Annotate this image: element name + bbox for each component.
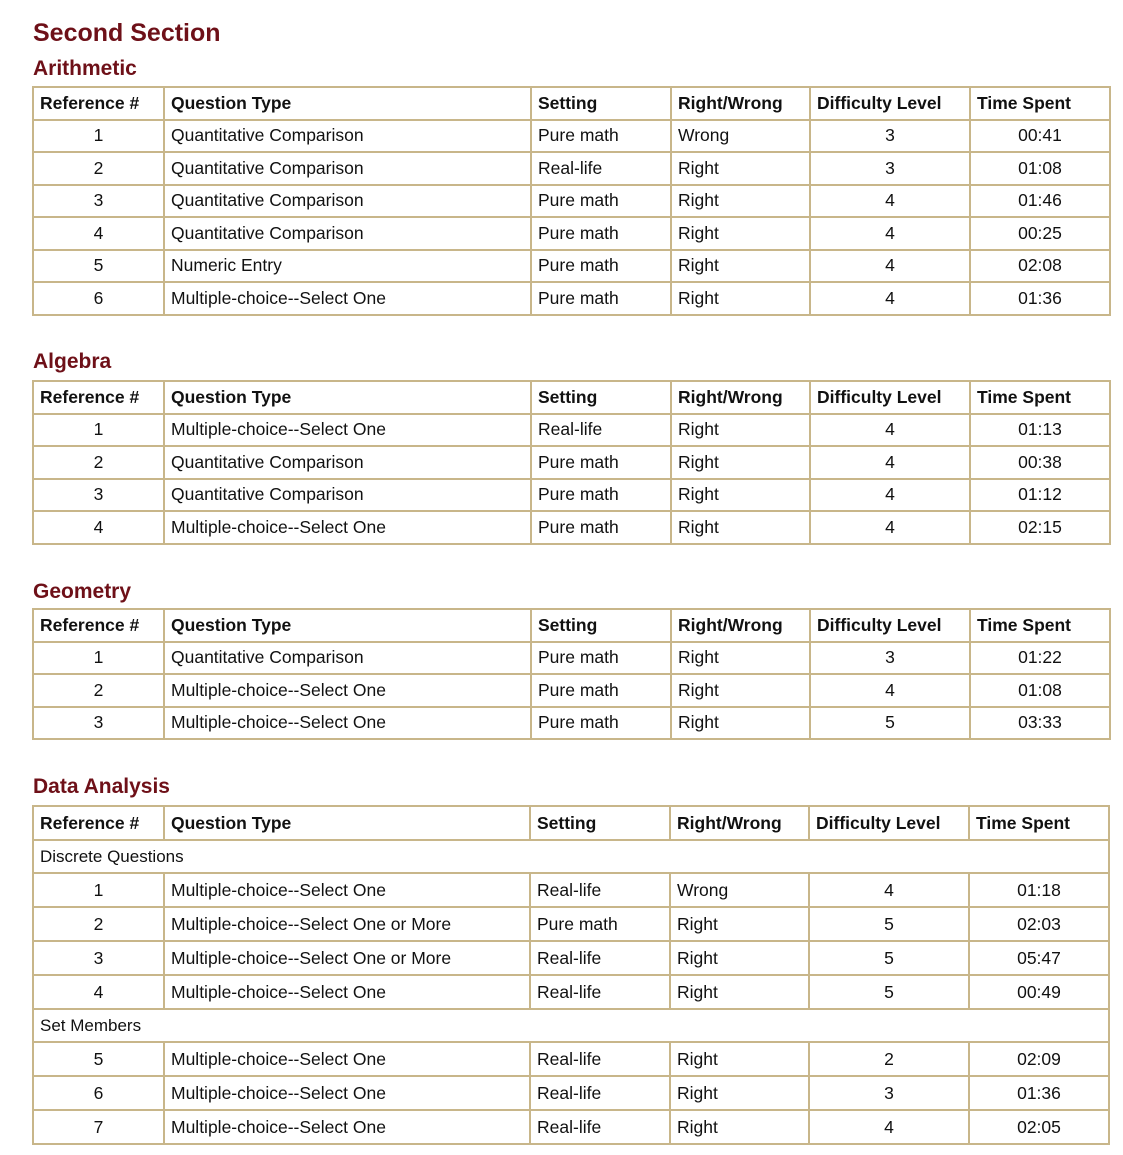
cell-right-wrong: Right (670, 1042, 809, 1076)
cell-question-type: Quantitative Comparison (164, 479, 531, 512)
cell-setting: Real-life (530, 1042, 670, 1076)
col-header-difficulty: Difficulty Level (810, 381, 970, 414)
cell-difficulty: 4 (810, 282, 970, 315)
table-row (33, 185, 1110, 218)
col-header-difficulty: Difficulty Level (810, 87, 970, 120)
cell-reference: 7 (33, 1110, 164, 1144)
cell-difficulty: 4 (810, 511, 970, 544)
cell-setting: Pure math (531, 674, 671, 707)
cell-difficulty: 2 (809, 1042, 969, 1076)
table-row (33, 642, 1110, 675)
cell-right-wrong: Right (671, 707, 810, 740)
cell-time-spent: 00:41 (970, 120, 1110, 153)
table-row (33, 446, 1110, 479)
cell-question-type: Multiple-choice--Select One (164, 414, 531, 447)
algebra-table (32, 380, 1111, 545)
table-row (33, 414, 1110, 447)
cell-difficulty: 4 (810, 414, 970, 447)
table-row (33, 511, 1110, 544)
col-header-question-type: Question Type (164, 87, 531, 120)
cell-right-wrong: Right (671, 642, 810, 675)
data-analysis-table (32, 805, 1110, 1145)
cell-right-wrong: Right (671, 217, 810, 250)
cell-time-spent: 00:38 (970, 446, 1110, 479)
cell-time-spent: 01:36 (969, 1076, 1109, 1110)
cell-right-wrong: Right (670, 907, 809, 941)
col-header-setting: Setting (531, 609, 671, 642)
cell-question-type: Quantitative Comparison (164, 217, 531, 250)
cell-difficulty: 4 (810, 250, 970, 283)
cell-right-wrong: Right (670, 1110, 809, 1144)
col-header-setting: Setting (531, 87, 671, 120)
table-row (33, 479, 1110, 512)
cell-reference: 3 (33, 185, 164, 218)
cell-right-wrong: Right (671, 446, 810, 479)
table-row (33, 1042, 1109, 1076)
cell-question-type: Numeric Entry (164, 250, 531, 283)
cell-time-spent: 03:33 (970, 707, 1110, 740)
cell-setting: Pure math (531, 217, 671, 250)
cell-time-spent: 00:49 (969, 975, 1109, 1009)
col-header-question-type: Question Type (164, 609, 531, 642)
cell-reference: 3 (33, 479, 164, 512)
section-title-arithmetic: Arithmetic (33, 57, 137, 80)
col-header-time-spent: Time Spent (970, 609, 1110, 642)
table-row (33, 873, 1109, 907)
col-header-reference: Reference # (33, 806, 164, 840)
cell-question-type: Multiple-choice--Select One (164, 282, 531, 315)
col-header-difficulty: Difficulty Level (810, 609, 970, 642)
cell-right-wrong: Right (671, 414, 810, 447)
cell-setting: Pure math (531, 282, 671, 315)
table-header (33, 87, 1110, 120)
table-row (33, 907, 1109, 941)
cell-setting: Real-life (530, 1076, 670, 1110)
cell-difficulty: 5 (809, 975, 969, 1009)
col-header-reference: Reference # (33, 87, 164, 120)
cell-question-type: Multiple-choice--Select One or More (164, 907, 530, 941)
table-row (33, 1076, 1109, 1110)
cell-time-spent: 02:15 (970, 511, 1110, 544)
cell-setting: Pure math (531, 511, 671, 544)
cell-reference: 1 (33, 414, 164, 447)
cell-setting: Pure math (531, 185, 671, 218)
cell-reference: 5 (33, 1042, 164, 1076)
col-header-time-spent: Time Spent (970, 87, 1110, 120)
cell-difficulty: 4 (810, 479, 970, 512)
cell-difficulty: 4 (810, 446, 970, 479)
cell-reference: 1 (33, 120, 164, 153)
col-header-reference: Reference # (33, 609, 164, 642)
table-row (33, 1110, 1109, 1144)
table-row (33, 217, 1110, 250)
cell-difficulty: 3 (810, 120, 970, 153)
cell-setting: Pure math (531, 250, 671, 283)
cell-reference: 3 (33, 707, 164, 740)
cell-reference: 1 (33, 642, 164, 675)
cell-time-spent: 01:46 (970, 185, 1110, 218)
cell-question-type: Multiple-choice--Select One (164, 511, 531, 544)
cell-setting: Pure math (531, 446, 671, 479)
cell-time-spent: 05:47 (969, 941, 1109, 975)
cell-question-type: Quantitative Comparison (164, 152, 531, 185)
cell-question-type: Multiple-choice--Select One (164, 1076, 530, 1110)
cell-setting: Real-life (531, 414, 671, 447)
cell-reference: 2 (33, 446, 164, 479)
section-title-geometry: Geometry (33, 580, 132, 603)
cell-right-wrong: Right (671, 479, 810, 512)
table-row (33, 707, 1110, 740)
cell-question-type: Quantitative Comparison (164, 120, 531, 153)
col-header-difficulty: Difficulty Level (809, 806, 969, 840)
col-header-right-wrong: Right/Wrong (671, 87, 810, 120)
cell-setting: Pure math (531, 479, 671, 512)
table-row (33, 152, 1110, 185)
cell-right-wrong: Right (671, 185, 810, 218)
table-row (33, 282, 1110, 315)
cell-question-type: Multiple-choice--Select One (164, 707, 531, 740)
table-header (33, 609, 1110, 642)
cell-difficulty: 4 (809, 1110, 969, 1144)
cell-difficulty: 5 (810, 707, 970, 740)
cell-time-spent: 00:25 (970, 217, 1110, 250)
cell-right-wrong: Right (671, 511, 810, 544)
cell-reference: 3 (33, 941, 164, 975)
cell-setting: Real-life (530, 941, 670, 975)
arithmetic-table (32, 86, 1111, 316)
table-body (33, 840, 1109, 1144)
cell-reference: 6 (33, 282, 164, 315)
cell-time-spent: 02:05 (969, 1110, 1109, 1144)
cell-difficulty: 4 (810, 674, 970, 707)
section-title-data-analysis: Data Analysis (33, 775, 170, 798)
table-header (33, 381, 1110, 414)
table-row (33, 120, 1110, 153)
col-header-setting: Setting (530, 806, 670, 840)
table-body (33, 414, 1110, 544)
cell-difficulty: 3 (810, 152, 970, 185)
cell-time-spent: 01:13 (970, 414, 1110, 447)
cell-difficulty: 3 (809, 1076, 969, 1110)
cell-question-type: Quantitative Comparison (164, 446, 531, 479)
cell-difficulty: 4 (810, 217, 970, 250)
cell-reference: 5 (33, 250, 164, 283)
cell-time-spent: 02:09 (969, 1042, 1109, 1076)
cell-time-spent: 01:08 (970, 152, 1110, 185)
cell-difficulty: 4 (809, 873, 969, 907)
group-row (33, 840, 1109, 873)
cell-reference: 2 (33, 907, 164, 941)
cell-right-wrong: Right (671, 250, 810, 283)
cell-reference: 4 (33, 217, 164, 250)
cell-right-wrong: Right (671, 674, 810, 707)
cell-reference: 6 (33, 1076, 164, 1110)
cell-question-type: Multiple-choice--Select One or More (164, 941, 530, 975)
cell-reference: 4 (33, 975, 164, 1009)
section-title-algebra: Algebra (33, 350, 112, 373)
cell-time-spent: 02:03 (969, 907, 1109, 941)
group-row (33, 1009, 1109, 1042)
cell-difficulty: 5 (809, 907, 969, 941)
cell-question-type: Multiple-choice--Select One (164, 1110, 530, 1144)
cell-question-type: Multiple-choice--Select One (164, 873, 530, 907)
group-label-discrete-questions: Discrete Questions (33, 840, 1109, 873)
table-body (33, 120, 1110, 315)
col-header-right-wrong: Right/Wrong (671, 609, 810, 642)
cell-right-wrong: Right (671, 152, 810, 185)
cell-reference: 1 (33, 873, 164, 907)
cell-difficulty: 3 (810, 642, 970, 675)
cell-right-wrong: Wrong (671, 120, 810, 153)
cell-time-spent: 01:08 (970, 674, 1110, 707)
cell-right-wrong: Right (671, 282, 810, 315)
cell-reference: 2 (33, 674, 164, 707)
cell-question-type: Multiple-choice--Select One (164, 975, 530, 1009)
cell-difficulty: 4 (810, 185, 970, 218)
col-header-time-spent: Time Spent (969, 806, 1109, 840)
cell-question-type: Quantitative Comparison (164, 642, 531, 675)
col-header-right-wrong: Right/Wrong (670, 806, 809, 840)
col-header-right-wrong: Right/Wrong (671, 381, 810, 414)
cell-setting: Real-life (530, 1110, 670, 1144)
cell-right-wrong: Wrong (670, 873, 809, 907)
table-header (33, 806, 1109, 840)
cell-setting: Pure math (531, 642, 671, 675)
cell-right-wrong: Right (670, 975, 809, 1009)
cell-question-type: Multiple-choice--Select One (164, 674, 531, 707)
table-row (33, 975, 1109, 1009)
cell-setting: Real-life (530, 975, 670, 1009)
cell-question-type: Quantitative Comparison (164, 185, 531, 218)
col-header-setting: Setting (531, 381, 671, 414)
geometry-table (32, 608, 1111, 740)
cell-setting: Real-life (530, 873, 670, 907)
cell-question-type: Multiple-choice--Select One (164, 1042, 530, 1076)
table-body (33, 642, 1110, 740)
col-header-question-type: Question Type (164, 806, 530, 840)
cell-setting: Pure math (530, 907, 670, 941)
cell-difficulty: 5 (809, 941, 969, 975)
table-row (33, 250, 1110, 283)
table-row (33, 674, 1110, 707)
cell-time-spent: 01:36 (970, 282, 1110, 315)
cell-time-spent: 01:12 (970, 479, 1110, 512)
page-title: Second Section (33, 19, 221, 47)
col-header-question-type: Question Type (164, 381, 531, 414)
group-label-set-members: Set Members (33, 1009, 1109, 1042)
table-row (33, 941, 1109, 975)
cell-reference: 4 (33, 511, 164, 544)
cell-right-wrong: Right (670, 941, 809, 975)
cell-setting: Pure math (531, 707, 671, 740)
cell-time-spent: 01:22 (970, 642, 1110, 675)
col-header-reference: Reference # (33, 381, 164, 414)
cell-right-wrong: Right (670, 1076, 809, 1110)
cell-setting: Pure math (531, 120, 671, 153)
cell-setting: Real-life (531, 152, 671, 185)
cell-reference: 2 (33, 152, 164, 185)
cell-time-spent: 01:18 (969, 873, 1109, 907)
col-header-time-spent: Time Spent (970, 381, 1110, 414)
cell-time-spent: 02:08 (970, 250, 1110, 283)
